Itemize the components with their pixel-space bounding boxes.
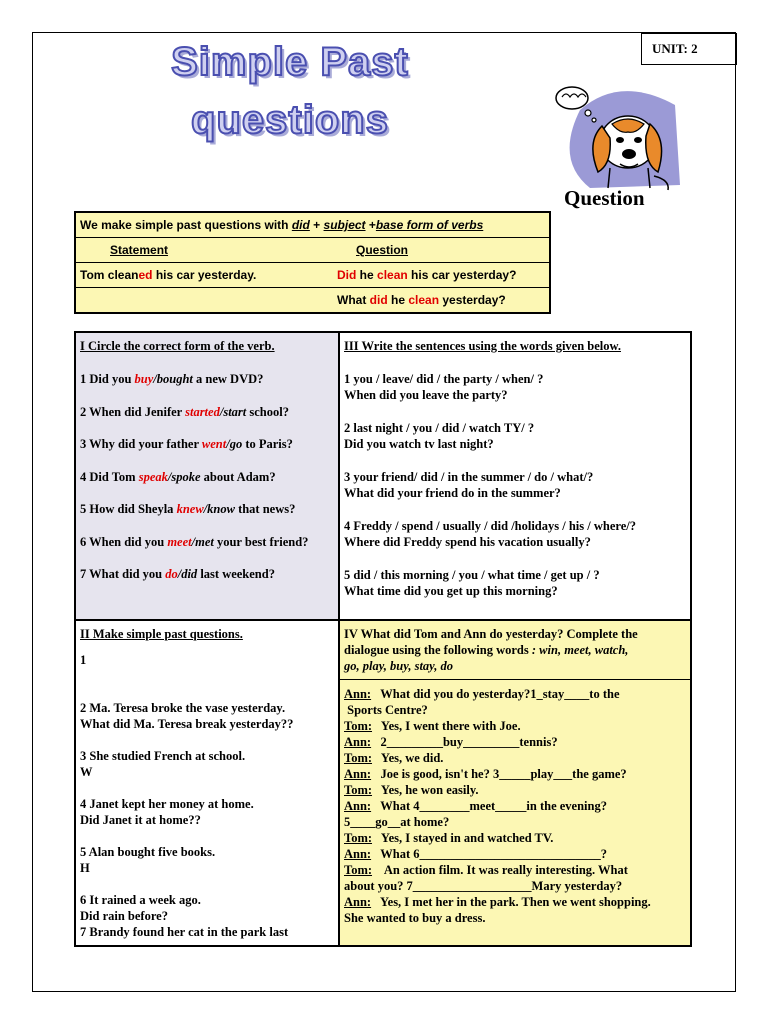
exercise-1-item	[80, 501, 334, 517]
dialogue-text: An action film. It was really interesting. What	[372, 863, 628, 877]
thinking-dog-illustration	[550, 80, 685, 192]
option-b: bought	[156, 372, 193, 386]
dialogue	[344, 686, 686, 926]
q-did: did	[369, 293, 388, 307]
answer-sentence: Where did Freddy spend his vacation usually?	[344, 535, 591, 549]
rule-did: did	[291, 218, 310, 232]
exercise-3-item	[344, 371, 686, 403]
speaker-label: Ann:	[344, 687, 372, 701]
answer-sentence: What did your friend do in the summer?	[344, 486, 561, 500]
q-did: Did	[337, 268, 357, 282]
q-text: What	[337, 293, 370, 307]
dialogue-line	[344, 798, 686, 814]
dialogue-line	[344, 686, 686, 702]
item-text: 2 When did Jenifer	[80, 404, 186, 419]
dialogue-text: She wanted to buy a dress.	[344, 911, 486, 925]
speaker-label: Tom:	[344, 719, 373, 733]
exercise-grid	[74, 331, 692, 947]
exercise-1-item	[80, 469, 334, 485]
q-verb: clean	[377, 268, 408, 282]
exercise-2-item	[80, 700, 334, 732]
word-prompt: 5 did / this morning / you / what time / get up / ?	[344, 568, 600, 582]
exercise-3-item	[344, 518, 686, 550]
grammar-rule	[80, 218, 483, 232]
sentence: 7 Brandy found her cat in the park last	[80, 925, 289, 939]
item-text: 6 When did you	[80, 534, 168, 549]
answer-line: Did Janet it at home??	[80, 813, 201, 827]
speaker-label: Tom:	[344, 783, 373, 797]
item-text: 5 How did Sheyla	[80, 502, 177, 516]
title-line-2: questions	[191, 98, 389, 142]
exercise-2-item	[80, 924, 334, 940]
exercise-1-item	[80, 436, 334, 452]
word-prompt: 4 Freddy / spend / usually / did /holidays / his / where/?	[344, 519, 636, 533]
word-prompt: 2 last night / you / did / watch TY/ ?	[344, 421, 535, 435]
dialogue-text: Yes, I stayed in and watched TV.	[372, 831, 554, 845]
rule-plus: +	[309, 218, 324, 232]
exercise-1-list	[80, 371, 334, 582]
answer-line: What did Ma. Teresa break yesterday??	[80, 717, 294, 731]
dialogue-text: Yes, he won easily.	[372, 783, 479, 797]
dialogue-text: Joe is good, isn't he? 3_____play___the game?	[371, 767, 627, 781]
option-b: met	[195, 534, 214, 549]
dialogue-line	[344, 750, 686, 766]
exercise-1-item	[80, 566, 334, 582]
option-a: meet	[167, 534, 192, 549]
statement-text: his car yesterday.	[152, 268, 257, 282]
exercise-2-heading: II Make simple past questions.	[80, 627, 243, 641]
item-text: about Adam?	[200, 469, 276, 484]
option-slash: /	[177, 567, 182, 581]
dialogue-text: What 4________meet_____in the evening?	[371, 799, 607, 813]
answer-sentence: When did you leave the party?	[344, 388, 508, 402]
statement-ending: ed	[138, 268, 153, 282]
option-a: started	[185, 404, 220, 419]
unit-label: UNIT: 2	[641, 33, 737, 65]
dialogue-text: Yes, I went there with Joe.	[372, 719, 521, 733]
exercise-1-item	[80, 371, 334, 387]
title-line-1: Simple Past	[171, 40, 409, 84]
statement-example	[80, 268, 256, 282]
dialogue-text: Yes, I met her in the park. Then we went shopping.	[371, 895, 651, 909]
option-b: start	[223, 404, 247, 419]
heading-text: dialogue using the following words	[344, 643, 529, 657]
sentence: 6 It rained a week ago.	[80, 893, 201, 907]
sentence: 4 Janet kept her money at home.	[80, 797, 254, 811]
exercise-3-item	[344, 420, 686, 452]
exercise-3-heading: III Write the sentences using the words given below.	[344, 339, 621, 353]
word-bank: : win, meet, watch,	[528, 643, 629, 657]
item-text: your best friend?	[213, 534, 309, 549]
speaker-label: Tom:	[344, 831, 373, 845]
question-example-2	[337, 293, 506, 307]
answer-line: W	[80, 765, 93, 779]
item-text: that news?	[234, 502, 296, 516]
rule-base-form: base form of verbs	[375, 218, 484, 232]
question-header: Question	[356, 243, 409, 257]
speaker-label: Tom:	[344, 751, 373, 765]
speaker-label: Ann:	[344, 895, 372, 909]
sentence: 3 She studied French at school.	[80, 749, 246, 763]
option-a: do	[165, 567, 178, 581]
grammar-rule-row	[76, 213, 549, 238]
word-prompt: 1 you / leave/ did / the party / when/ ?	[344, 372, 544, 386]
option-b: spoke	[171, 469, 201, 484]
dialogue-text: What did you do yesterday?1_stay____to the	[371, 687, 620, 701]
item-text: 1 Did you	[80, 372, 135, 386]
dialogue-line	[344, 878, 686, 894]
item-text: school?	[246, 404, 289, 419]
q-text: yesterday?	[439, 293, 506, 307]
exercise-3-panel	[340, 333, 690, 621]
dialogue-line	[344, 782, 686, 798]
item-text: to Paris?	[242, 437, 293, 451]
dialogue-line	[344, 846, 686, 862]
q-text: he	[356, 268, 378, 282]
speaker-label: Ann:	[344, 735, 372, 749]
dialogue-line	[344, 814, 686, 830]
grammar-header-row	[76, 238, 549, 263]
option-slash: /	[191, 534, 196, 549]
dialogue-text: 5____go__at home?	[344, 815, 450, 829]
speaker-label: Ann:	[344, 799, 372, 813]
sentence: 2 Ma. Teresa broke the vase yesterday.	[80, 701, 286, 715]
grammar-example-row	[76, 263, 549, 288]
option-a: knew	[176, 502, 204, 516]
question-example-1	[337, 268, 516, 282]
option-b: go	[229, 437, 243, 451]
exercise-4-heading: IV What did Tom and Ann do yesterday? Complete the	[344, 627, 638, 641]
word-prompt: 3 your friend/ did / in the summer / do / what/?	[344, 470, 594, 484]
exercise-1-panel	[76, 333, 340, 621]
q-text: his car yesterday?	[407, 268, 517, 282]
answer-line: Did rain before?	[80, 909, 168, 923]
grammar-example-row-2	[76, 288, 549, 312]
item-text: last weekend?	[197, 567, 275, 581]
speaker-label: Ann:	[344, 767, 372, 781]
exercise-3-item	[344, 567, 686, 599]
divider	[340, 679, 690, 680]
dialogue-line	[344, 718, 686, 734]
rule-plus: +	[365, 218, 376, 232]
dialogue-text: 2_________buy_________tennis?	[371, 735, 558, 749]
speaker-label: Tom:	[344, 863, 373, 877]
dialogue-line	[344, 830, 686, 846]
word-bank-cont: go, play, buy, stay, do	[344, 659, 454, 673]
exercise-1-item	[80, 534, 334, 550]
exercise-2-item	[80, 892, 334, 924]
option-a: went	[201, 437, 227, 451]
rule-prefix: We make simple past questions with	[80, 218, 292, 232]
dialogue-line	[344, 862, 686, 878]
dialogue-line	[344, 894, 686, 910]
answer-sentence: Did you watch tv last night?	[344, 437, 494, 451]
exercise-1-item	[80, 404, 334, 420]
statement-header: Statement	[110, 243, 169, 257]
item-text: 4 Did Tom	[80, 469, 139, 484]
option-a: buy	[134, 372, 154, 386]
dialogue-line	[344, 910, 686, 926]
option-slash: /	[203, 502, 208, 516]
answer-line	[80, 668, 334, 684]
item-text: 7 What did you	[80, 567, 166, 581]
option-slash: /	[219, 404, 224, 419]
speaker-label: Ann:	[344, 847, 372, 861]
dialogue-text: Sports Centre?	[344, 703, 428, 717]
dialogue-text: about you? 7___________________Mary yesterday?	[344, 879, 623, 893]
exercise-2-panel	[76, 621, 340, 945]
answer-line: H	[80, 861, 90, 875]
grammar-box	[74, 211, 551, 314]
dialogue-line	[344, 766, 686, 782]
dialogue-text: What 6_____________________________?	[371, 847, 607, 861]
q-verb: clean	[408, 293, 440, 307]
exercise-2-item	[80, 652, 334, 684]
answer-sentence: What time did you get up this morning?	[344, 584, 558, 598]
option-slash: /	[167, 469, 172, 484]
option-b: did	[181, 567, 198, 581]
dialogue-line	[344, 702, 686, 718]
exercise-4-panel	[340, 621, 690, 945]
exercise-2-item	[80, 796, 334, 828]
dialogue-text: Yes, we did.	[372, 751, 444, 765]
exercise-2-list	[80, 652, 334, 940]
dialogue-line	[344, 734, 686, 750]
option-slash: /	[226, 437, 230, 451]
exercise-2-item	[80, 748, 334, 780]
item-text: a new DVD?	[192, 372, 264, 386]
statement-text: Tom clean	[80, 268, 139, 282]
exercise-3-list	[344, 371, 686, 599]
exercise-1-heading: I Circle the correct form of the verb.	[80, 339, 275, 353]
rule-subject: subject	[323, 218, 366, 232]
exercise-2-item	[80, 844, 334, 876]
option-b: know	[207, 502, 235, 516]
option-a: speak	[138, 469, 168, 484]
exercise-4-heading-cont	[344, 642, 686, 658]
q-text: he	[387, 293, 409, 307]
question-caption: Question	[564, 186, 645, 210]
sentence: 5 Alan bought five books.	[80, 845, 216, 859]
sentence: 1	[80, 653, 87, 667]
option-slash: /	[153, 372, 157, 386]
item-text: 3 Why did your father	[80, 437, 202, 451]
exercise-3-item	[344, 469, 686, 501]
